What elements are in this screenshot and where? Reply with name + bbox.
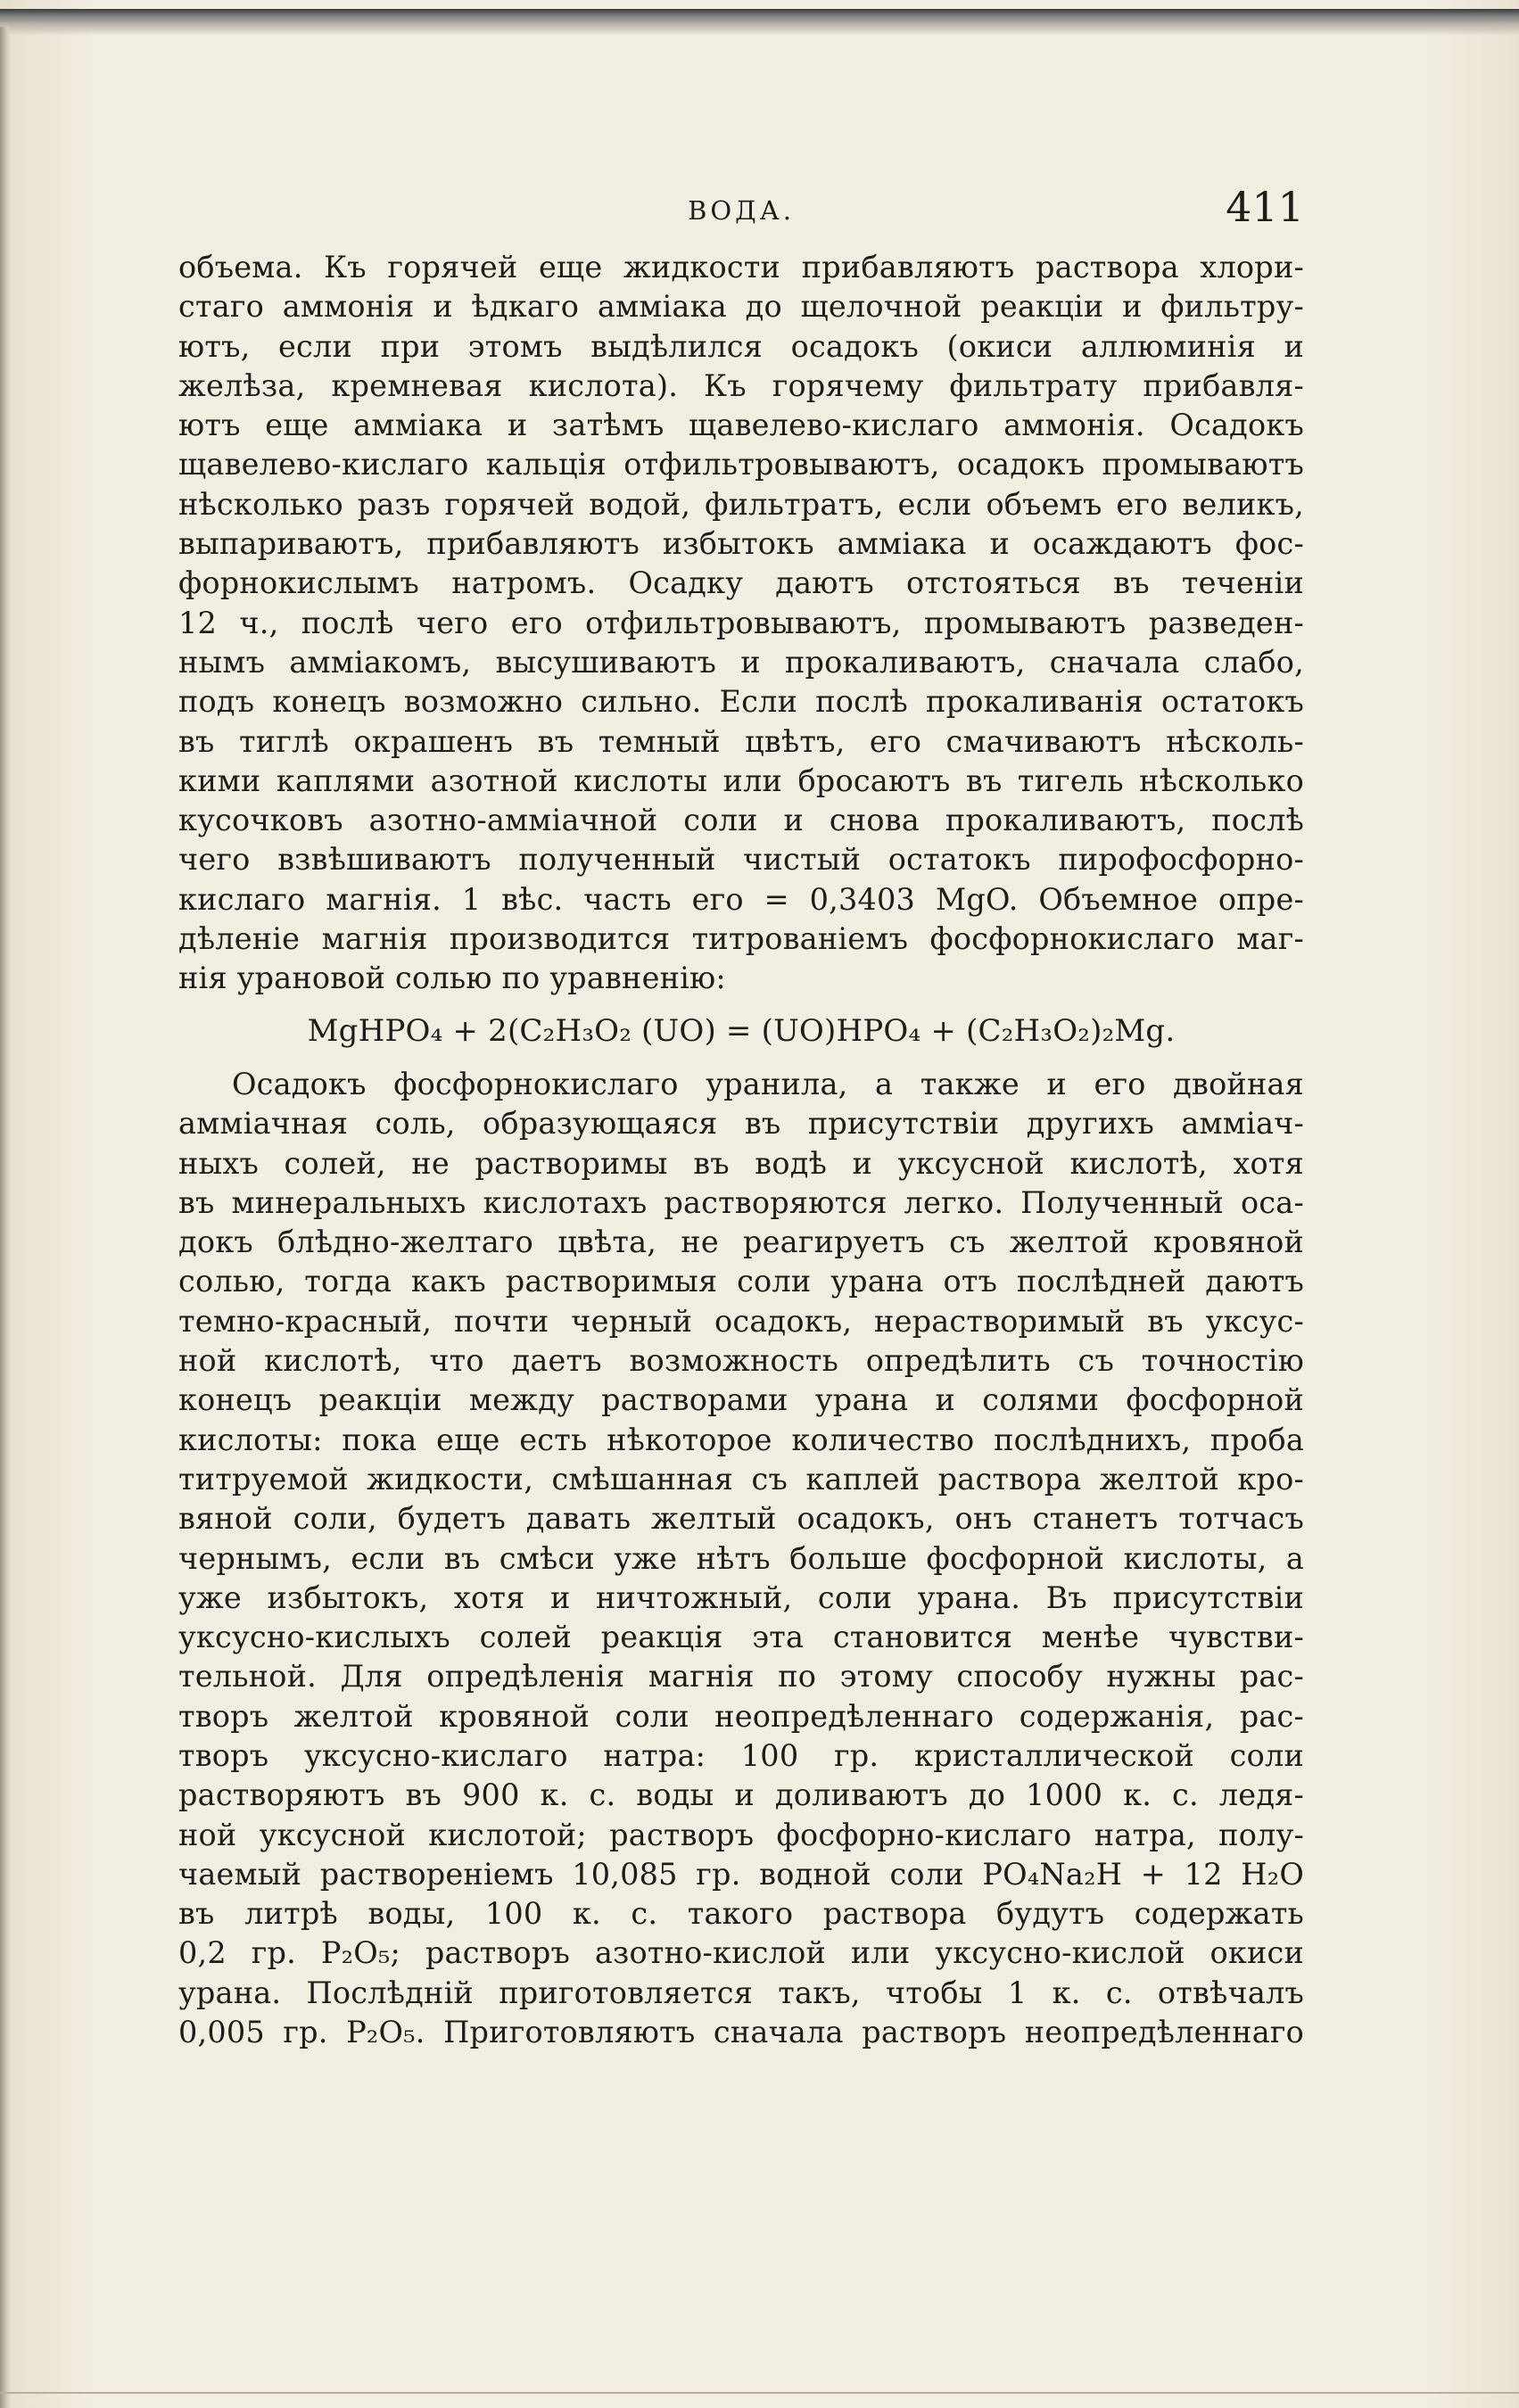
text-line: уже избытокъ, хотя и ничтожный, соли урана. Въ присутствіи <box>178 1579 1304 1615</box>
text-line: щавелево-кислаго кальція отфильтровываютъ, осадокъ промываютъ <box>178 447 1304 482</box>
chemical-equation: MgHPO₄ + 2(C₂H₃O₂ (UO) = (UO)HPO₄ + (C₂H₃O₂)₂Mg. <box>307 1012 1176 1049</box>
text-line: вяной соли, будетъ давать желтый осадокъ, онъ станетъ тотчасъ <box>178 1501 1304 1537</box>
text-line: растворяютъ въ 900 к. с. воды и доливаютъ до 1000 к. с. ледя- <box>178 1777 1304 1813</box>
text-line: нѣсколько разъ горячей водой, фильтратъ, если объемъ его великъ, <box>178 486 1304 522</box>
text-line: кусочковъ азотно-амміачной соли и снова прокаливаютъ, послѣ <box>178 803 1304 838</box>
text-line: кислаго магнія. 1 вѣс. часть его = 0,3403 MgO. Объемное опре- <box>178 881 1304 917</box>
text-line: творъ уксусно-кислаго натра: 100 гр. кристаллической соли <box>178 1737 1304 1773</box>
text-line: 12 ч., послѣ чего его отфильтровываютъ, промываютъ разведен- <box>178 605 1304 640</box>
text-line: амміачная соль, образующаяся въ присутствіи другихъ амміач- <box>178 1106 1304 1142</box>
text-line: нымъ амміакомъ, высушиваютъ и прокаливаютъ, сначала слабо, <box>178 644 1304 680</box>
text-line: ютъ, если при этомъ выдѣлился осадокъ (окиси аллюминія и <box>178 328 1304 364</box>
text-line: чего взвѣшиваютъ полученный чистый остатокъ пирофосфорно- <box>178 842 1304 878</box>
text-line: выпариваютъ, прибавляютъ избытокъ амміака и осаждаютъ фос- <box>178 526 1304 562</box>
text-line: 0,005 гр. P₂O₅. Приготовляютъ сначала растворъ неопредѣленнаго <box>178 2015 1304 2050</box>
text-line: Осадокъ фосфорнокислаго уранила, а также и его двойная <box>232 1066 1304 1101</box>
text-line: дѣленіе магнія производится титрованіемъ фосфорнокислаго маг- <box>178 921 1304 957</box>
header-title: ВОДА. <box>688 195 795 226</box>
text-line: кислоты: пока еще есть нѣкоторое количество послѣднихъ, проба <box>178 1422 1304 1457</box>
text-line: ютъ еще амміака и затѣмъ щавелево-кислаго аммонія. Осадокъ <box>178 408 1304 443</box>
text-line: въ литрѣ воды, 100 к. с. такого раствора будутъ содержать <box>178 1896 1304 1932</box>
text-line: въ минеральныхъ кислотахъ растворяются легко. Полученный оса- <box>178 1184 1304 1220</box>
text-line: тельной. Для опредѣленія магнія по этому способу нужны рас- <box>178 1659 1304 1695</box>
paragraph-1 <box>178 248 1304 999</box>
text-line: уксусно-кислыхъ солей реакція эта становится менѣе чувстви- <box>178 1620 1304 1655</box>
text-line: титруемой жидкости, смѣшанная съ каплей раствора желтой кро- <box>178 1461 1304 1497</box>
text-line: 0,2 гр. P₂O₅; растворъ азотно-кислой или уксусно-кислой окиси <box>178 1935 1304 1971</box>
running-header <box>178 183 1304 236</box>
text-line: урана. Послѣдній приготовляется такъ, чтобы 1 к. с. отвѣчалъ <box>178 1975 1304 2010</box>
text-line: творъ желтой кровяной соли неопредѣленнаго содержанія, рас- <box>178 1698 1304 1734</box>
body-text <box>178 248 1304 2052</box>
scan-top-edge <box>0 9 1519 36</box>
text-line: докъ блѣдно-желтаго цвѣта, не реагируетъ съ желтой кровяной <box>178 1225 1304 1260</box>
text-line: въ тиглѣ окрашенъ въ темный цвѣтъ, его смачиваютъ нѣсколь- <box>178 723 1304 759</box>
text-line: желѣза, кремневая кислота). Къ горячему фильтрату прибавля- <box>178 367 1304 403</box>
scan-left-edge <box>0 27 11 2408</box>
paragraph-2 <box>178 1065 1304 2052</box>
text-line: нія урановой солью по уравненію: <box>178 961 726 996</box>
text-line: чаемый раствореніемъ 10,085 гр. водной соли PO₄Na₂H + 12 H₂O <box>178 1856 1304 1892</box>
scan-bottom-line <box>0 2392 1519 2394</box>
text-line: кими каплями азотной кислоты или бросаютъ въ тигель нѣсколько <box>178 763 1304 798</box>
text-line: форнокислымъ натромъ. Осадку даютъ отстояться въ теченіи <box>178 565 1304 601</box>
text-line: конецъ реакціи между растворами урана и солями фосфорной <box>178 1382 1304 1418</box>
text-line: солью, тогда какъ растворимыя соли урана отъ послѣдней даютъ <box>178 1264 1304 1299</box>
text-line: темно-красный, почти черный осадокъ, нерастворимый въ уксус- <box>178 1303 1304 1339</box>
text-line: подъ конецъ возможно сильно. Если послѣ прокаливанія остатокъ <box>178 684 1304 720</box>
page-number: 411 <box>1226 183 1304 231</box>
text-line: ной кислотѣ, что даетъ возможность опредѣлить съ точностію <box>178 1343 1304 1379</box>
text-line: объема. Къ горячей еще жидкости прибавляютъ раствора хлори- <box>178 250 1304 285</box>
text-line: стаго аммонія и ѣдкаго амміака до щелочной реакціи и фильтру- <box>178 289 1304 325</box>
text-line: чернымъ, если въ смѣси уже нѣтъ больше фосфорной кислоты, а <box>178 1540 1304 1576</box>
text-line: ной уксусной кислотой; растворъ фосфорно-кислаго натра, полу- <box>178 1817 1304 1852</box>
text-line: ныхъ солей, не растворимы въ водѣ и уксусной кислотѣ, хотя <box>178 1145 1304 1181</box>
